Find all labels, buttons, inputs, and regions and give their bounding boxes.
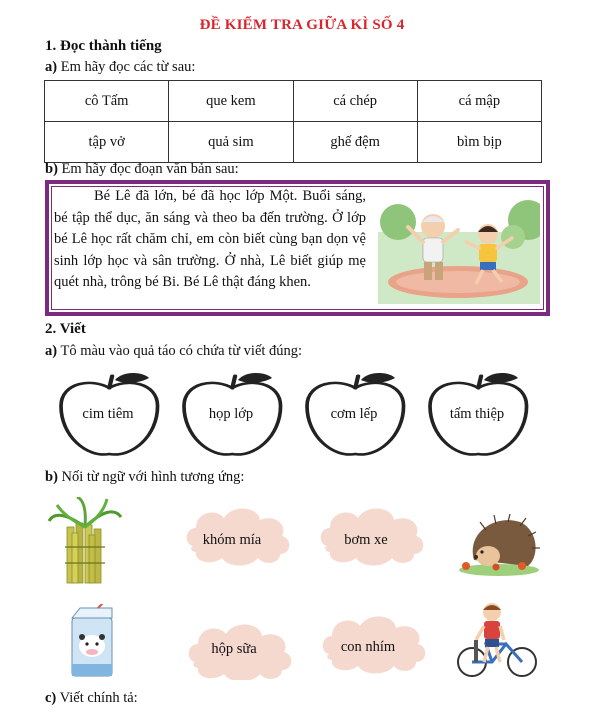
word-cell: quả sim bbox=[169, 122, 293, 163]
word-cell: ghế đệm bbox=[293, 122, 417, 163]
cloud-word[interactable]: bơm xe bbox=[344, 532, 388, 548]
table-row bbox=[45, 81, 542, 122]
part-a-text: Em hãy đọc các từ sau: bbox=[60, 59, 196, 75]
part-a-marker: a) bbox=[45, 59, 58, 75]
section2-heading: 2. Viết bbox=[45, 321, 86, 337]
cloud-word[interactable]: con nhím bbox=[340, 639, 396, 655]
apple-word[interactable]: cim tiêm bbox=[82, 406, 134, 422]
word-cell: cá chép bbox=[293, 81, 417, 122]
word-cell: que kem bbox=[169, 81, 293, 122]
part-b-text: Em hãy đọc đoạn văn bản sau: bbox=[61, 161, 239, 177]
word-cell: cô Tấm bbox=[45, 81, 169, 122]
section2-part-b bbox=[45, 469, 244, 486]
word-cell: tập vở bbox=[45, 122, 169, 163]
section1-part-b bbox=[45, 161, 239, 178]
boy-bicycle-image bbox=[456, 600, 540, 682]
section2-part-a bbox=[45, 343, 302, 360]
section1-part-a bbox=[45, 59, 195, 76]
part-a-marker: a) bbox=[45, 343, 58, 359]
apple-word[interactable]: cơm lếp bbox=[330, 406, 378, 422]
part-c-text: Viết chính tả: bbox=[59, 690, 138, 706]
part-c-marker: c) bbox=[45, 690, 57, 706]
hedgehog-image bbox=[456, 512, 542, 578]
part-b-marker: b) bbox=[45, 161, 58, 177]
apple-word[interactable]: họp lớp bbox=[208, 406, 254, 422]
section2-part-c bbox=[45, 690, 138, 707]
page-title: ĐỀ KIỂM TRA GIỮA KÌ SỐ 4 bbox=[199, 17, 405, 33]
part-a-text: Tô màu vào quả táo có chứa từ viết đúng: bbox=[60, 343, 303, 359]
passage-text: Bé Lê đã lớn, bé đã học lớp Một. Buổi sáng, bé tập thể dục, ăn sáng và theo ba đến trường. Ở lớp bé Lê học rất chăm chỉ, em còn biết cùng bạn dọn vệ sinh lớp học và sân trường. Ở nhà, Lê biết giúp mẹ quét nhà, trông bé Bi. Bé Lê thật đáng khen. bbox=[54, 188, 366, 291]
word-cell: bìm bịp bbox=[417, 122, 541, 163]
exercise-illustration bbox=[378, 192, 540, 304]
table-row bbox=[45, 122, 542, 163]
word-cell: cá mập bbox=[417, 81, 541, 122]
milk-carton-image bbox=[68, 604, 120, 678]
word-table bbox=[44, 80, 542, 163]
apple-word[interactable]: tấm thiệp bbox=[449, 406, 505, 422]
cloud-word[interactable]: khóm mía bbox=[202, 532, 262, 548]
cloud-word[interactable]: hộp sữa bbox=[211, 641, 257, 657]
section1-heading: 1. Đọc thành tiếng bbox=[45, 38, 162, 54]
part-b-text: Nối từ ngữ với hình tương ứng: bbox=[61, 469, 245, 485]
part-b-marker: b) bbox=[45, 469, 58, 485]
